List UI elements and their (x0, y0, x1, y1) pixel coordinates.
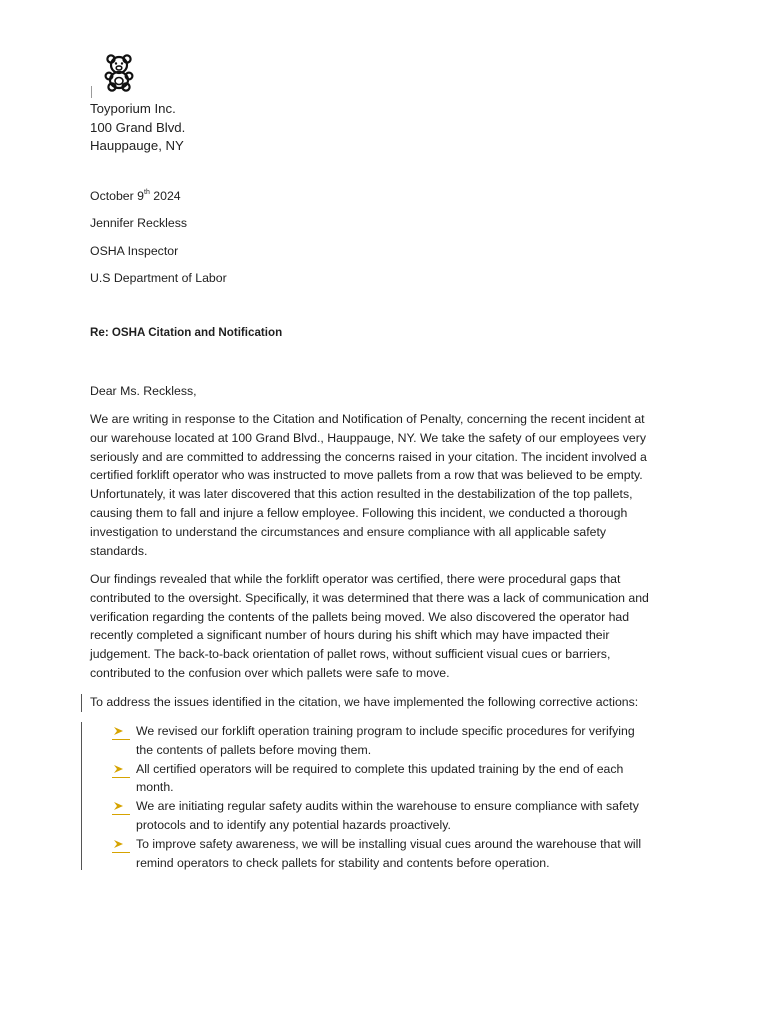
arrow-bullet-icon (112, 722, 130, 740)
paragraph-line: Unfortunately, it was later discovered that this action resulted in the destabilization of the top pallets, (90, 487, 633, 502)
paragraph-line: Our findings revealed that while the forklift operator was certified, there were procedural gaps that (90, 572, 621, 586)
paragraph-line: contributed to the confusion over which pallets were safe to move. (90, 665, 450, 680)
paragraph-line: verification regarding the contents of the pallets being moved. We also discovered the operator had (90, 609, 630, 624)
recipient-title: OSHA Inspector (90, 244, 179, 258)
change-bar (81, 722, 82, 870)
paragraph-line: To address the issues identified in the citation, we have implemented the following corrective actions: (90, 695, 639, 709)
list-item (112, 760, 692, 798)
arrow-bullet-icon (112, 835, 130, 853)
date-month-day: October 9 (90, 189, 144, 204)
list-item (112, 835, 692, 873)
paragraph-incident (90, 410, 690, 560)
arrow-bullet-icon (112, 797, 130, 815)
paragraph-line: seriously and are committed to addressing the concerns raised in your citation. The incident involved a (90, 449, 647, 464)
list-item-line: We revised our forklift operation training program to include specific procedures for verifying (136, 724, 635, 738)
paragraph-line: investigation to understand the circumstances and ensure compliance with all applicable safety (90, 524, 607, 539)
paragraph-line: recently completed a significant number of hours during his shift which may have impacted their (90, 628, 610, 643)
list-item-line: All certified operators will be required to complete this updated training by the end of each (136, 761, 624, 776)
paragraph-line: We are writing in response to the Citation and Notification of Penalty, concerning the recent incident at (90, 412, 645, 426)
change-bar (81, 694, 82, 712)
arrow-bullet-icon (112, 760, 130, 778)
list-item-line: the contents of pallets before moving them. (136, 742, 372, 757)
paragraph-line: contributed to the oversight. Specifically, it was determined that there was a lack of communication and (90, 590, 649, 605)
recipient-name: Jennifer Reckless (90, 216, 188, 230)
date-suffix: th (144, 189, 150, 196)
list-item (112, 722, 692, 760)
company-address-line1: 100 Grand Blvd. (90, 119, 186, 135)
corrective-actions-list (112, 722, 692, 872)
list-item-line: month. (136, 780, 174, 795)
company-address-block (90, 100, 185, 156)
paragraph-line: causing them to fall and injure a fellow employee. Following this incident, we conducted a thorough (90, 505, 628, 520)
company-address-line2: Hauppauge, NY (90, 138, 184, 153)
paragraph-line: judgement. The back-to-back orientation of pallet rows, without sufficient visual cues or barriers, (90, 647, 611, 662)
company-name: Toyporium Inc. (90, 101, 176, 116)
list-item-line: protocols and to identify any potential hazards proactively. (136, 817, 451, 832)
paragraph-line: our warehouse located at 100 Grand Blvd., Hauppauge, NY. We take the safety of our employees very (90, 430, 646, 445)
letter-date (90, 186, 181, 204)
paragraph-line: certified forklift operator who was instructed to move pallets from a row that was believed to be empty. (90, 468, 643, 483)
text-cursor (91, 86, 92, 98)
salutation: Dear Ms. Reckless, (90, 384, 197, 398)
list-item-line: remind operators to check pallets for stability and contents before operation. (136, 855, 550, 870)
list-item-line: To improve safety awareness, we will be installing visual cues around the warehouse that will (136, 836, 642, 851)
subject-line: Re: OSHA Citation and Notification (90, 326, 283, 339)
list-item (112, 797, 692, 835)
teddy-bear-icon (100, 52, 138, 92)
paragraph-actions-intro (90, 693, 690, 712)
list-item-line: We are initiating regular safety audits within the warehouse to ensure compliance with safety (136, 799, 639, 814)
date-year: 2024 (149, 189, 181, 204)
paragraph-findings (90, 570, 690, 683)
paragraph-line: standards. (90, 543, 148, 558)
recipient-org: U.S Department of Labor (90, 271, 227, 285)
